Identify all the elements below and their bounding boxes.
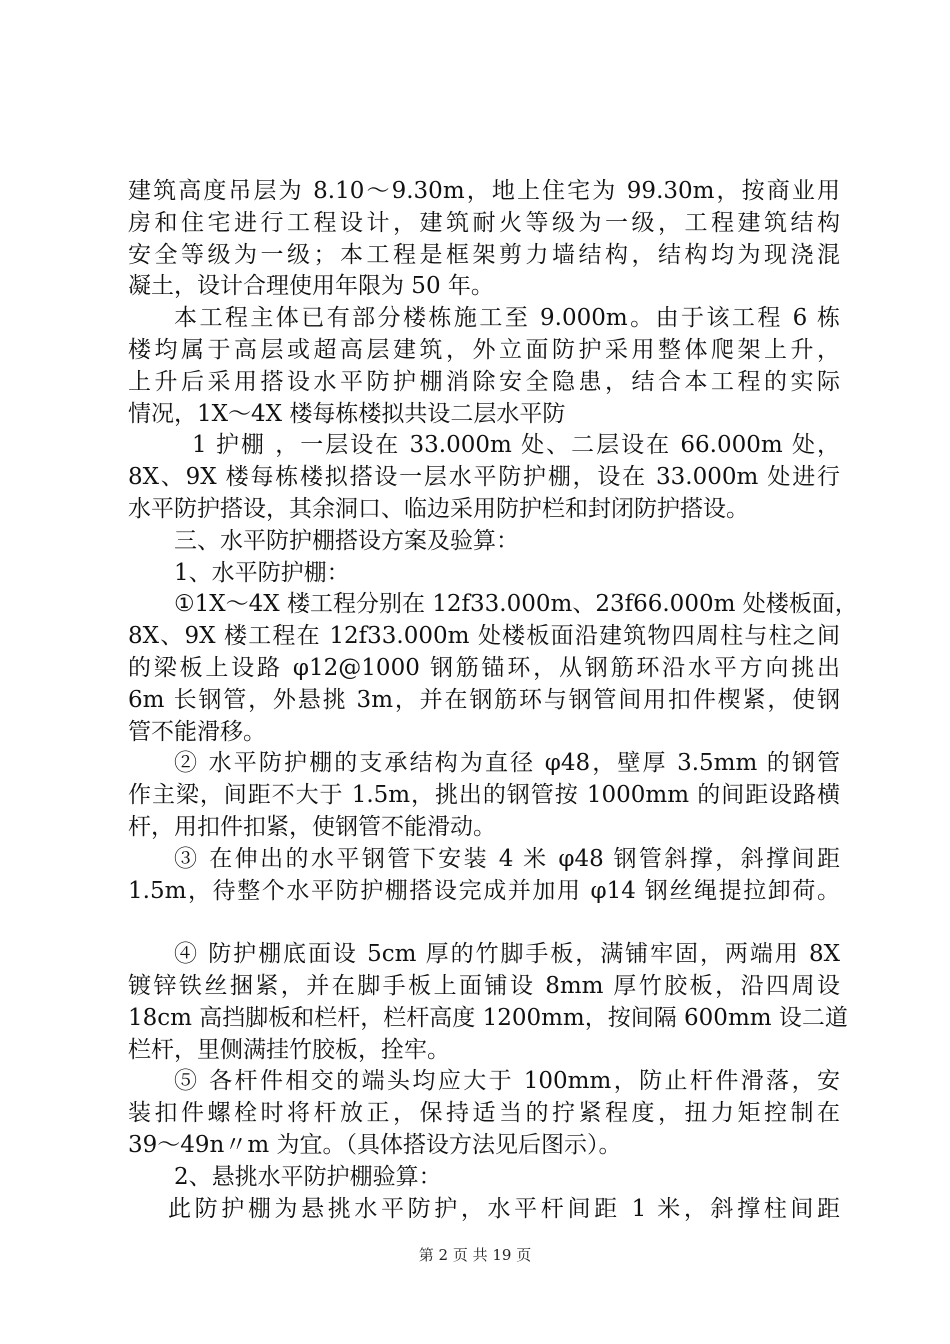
text-line: 凝土，设计合理使用年限为 50 年。 (128, 273, 494, 300)
text-line: 安全等级为一级；本工程是框架剪力墙结构，结构均为现浇混 (128, 241, 840, 268)
text-line: 房和住宅进行工程设计，建筑耐火等级为一级，工程建筑结构 (128, 209, 840, 236)
text-line: 栏杆，里侧满挂竹胶板，拴牢。 (128, 1036, 450, 1063)
text-line: 18cm 高挡脚板和栏杆，栏杆高度 1200mm，按间隔 600mm 设二道 (128, 1004, 848, 1031)
text-line: ④ 防护棚底面设 5cm 厚的竹脚手板，满铺牢固，两端用 8X (174, 941, 840, 968)
text-line: 作主梁，间距不大于 1.5m，挑出的钢管按 1000mm 的间距设路横 (128, 782, 840, 809)
text-line: 此防护棚为悬挑水平防护，水平杆间距 1 米，斜撑柱间距 (168, 1195, 840, 1222)
text-line: 建筑高度吊层为 8.10～9.30m，地上住宅为 99.30m，按商业用 (128, 178, 840, 204)
text-line: 杆，用扣件扣紧，使钢管不能滑动。 (128, 813, 496, 840)
text-line: 8X、9X 楼每栋楼拟搭设一层水平防护棚，设在 33.000m 处进行 (128, 464, 840, 491)
document-body (128, 176, 858, 1225)
text-line: 的梁板上设路 φ12@1000 钢筋锚环，从钢筋环沿水平方向挑出 (128, 654, 840, 681)
text-line: 8X、9X 楼工程在 12f33.000m 处楼板面沿建筑物四周柱与柱之间 (128, 623, 840, 650)
text-line: ①1X～4X 楼工程分别在 12f33.000m、23f66.000m 处楼板面， (174, 591, 858, 618)
text-line: 管不能滑移。 (128, 718, 266, 745)
text-line: 装扣件螺栓时将杆放正，保持适当的拧紧程度，扭力矩控制在 (128, 1100, 840, 1127)
paragraph-gap (128, 907, 840, 939)
subsection-heading: 2、悬挑水平防护棚验算： (174, 1163, 442, 1190)
text-line: 本工程主体已有部分楼栋施工至 9.000m。由于该工程 6 栋 (174, 305, 840, 332)
text-line: 6m 长钢管，外悬挑 3m，并在钢筋环与钢管间用扣件楔紧，使钢 (128, 686, 840, 713)
text-line: 上升后采用搭设水平防护棚消除安全隐患，结合本工程的实际 (128, 368, 840, 395)
text-line: 1 护棚 ，一层设在 33.000m 处、二层设在 66.000m 处， (192, 432, 840, 459)
text-line: 情况，1X～4X 楼每栋楼拟共设二层水平防 (128, 400, 566, 427)
text-line: 镀锌铁丝捆紧，并在脚手板上面铺设 8mm 厚竹胶板，沿四周设 (128, 972, 840, 999)
text-line: 楼均属于高层或超高层建筑，外立面防护采用整体爬架上升， (128, 336, 840, 363)
subsection-heading: 1、水平防护棚： (174, 559, 350, 586)
text-line: 1.5m，待整个水平防护棚搭设完成并加用 φ14 钢丝绳提拉卸荷。 (128, 877, 840, 904)
text-line: ③ 在伸出的水平钢管下安装 4 米 φ48 钢管斜撑，斜撑间距 (174, 845, 840, 872)
section-heading: 三、水平防护棚搭设方案及验算： (174, 527, 519, 554)
text-line: ⑤ 各杆件相交的端头均应大于 100mm，防止杆件滑落，安 (174, 1068, 840, 1095)
text-line: ② 水平防护棚的支承结构为直径 φ48，壁厚 3.5mm 的钢管 (174, 750, 840, 777)
text-line: 水平防护搭设，其余洞口、临边采用防护栏和封闭防护搭设。 (128, 495, 749, 522)
text-line: 39～49n〃m 为宜。（具体搭设方法见后图示）。 (128, 1131, 622, 1158)
page-number-footer: 第 2 页 共 19 页 (418, 1246, 532, 1264)
